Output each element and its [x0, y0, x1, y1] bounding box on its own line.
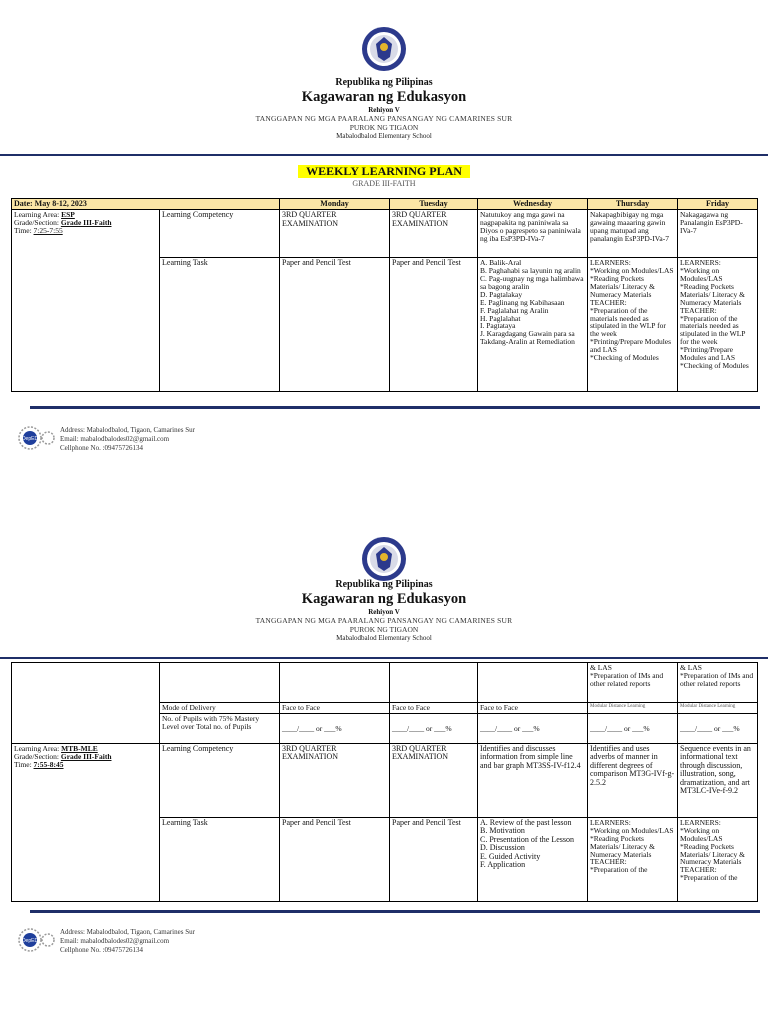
date-header: Date: May 8-12, 2023	[12, 199, 280, 210]
department-text: Kagawaran ng Edukasyon	[301, 591, 467, 607]
email-text: Email: mabalodbalodes02@gmail.com	[60, 937, 170, 945]
mtb-competency-friday: Sequence events in an informational text through discussion, illustration, song, dramatization, and art MT3LC-IVe-f-9.2	[678, 744, 758, 818]
phone-text: Cellphone No. :09475726134	[60, 946, 144, 954]
delivery-friday: Modular Distance Learning	[678, 703, 758, 714]
region-text: Rehiyon V	[368, 106, 400, 114]
thursday-header: Thursday	[588, 199, 678, 210]
mastery-monday: ____/____ or ___%	[280, 714, 390, 744]
delivery-thursday: Modular Distance Learning	[588, 703, 678, 714]
plan-title: WEEKLY LEARNING PLAN	[298, 165, 470, 178]
tuesday-header: Tuesday	[390, 199, 478, 210]
school-text: Mabalodbalod Elementary School	[336, 132, 432, 140]
esp-time: 7:25-7:55	[33, 226, 63, 236]
mastery-friday: ____/____ or ___%	[678, 714, 758, 744]
mastery-wednesday: ____/____ or ___%	[478, 714, 588, 744]
svg-text:DepED: DepED	[21, 436, 39, 442]
email-text: Email: mabalodbalodes02@gmail.com	[60, 435, 170, 443]
svg-text:DepED: DepED	[21, 938, 39, 944]
esp-competency-tuesday: 3RD QUARTER EXAMINATION	[390, 210, 478, 258]
delivery-wednesday: Face to Face	[478, 703, 588, 714]
esp-task-label: Learning Task	[160, 258, 280, 392]
mtb-task-tuesday: Paper and Pencil Test	[390, 818, 478, 902]
contact-block	[60, 426, 195, 453]
esp-competency-label: Learning Competency	[160, 210, 280, 258]
friday-header: Friday	[678, 199, 758, 210]
mtb-task-friday: LEARNERS: *Working on Modules/LAS *Reading Pockets Materials/ Literacy & Numeracy Materials TEACHER: *Preparation of the	[678, 818, 758, 902]
department-text: Kagawaran ng Edukasyon	[301, 89, 467, 105]
wednesday-header: Wednesday	[478, 199, 588, 210]
esp-grade-section: Grade III-Faith	[60, 218, 112, 228]
delivery-label: Mode of Delivery	[160, 703, 280, 714]
mtb-time: 7:55-8:45	[33, 759, 64, 769]
contact-block	[60, 928, 195, 955]
mastery-thursday: ____/____ or ___%	[588, 714, 678, 744]
mtb-task-monday: Paper and Pencil Test	[280, 818, 390, 902]
esp-subject-cell: Learning Area: ESP Grade/Section: Grade III-Faith Time: 7:25-7:55	[12, 210, 160, 392]
republic-text: Republika ng Pilipinas	[335, 77, 433, 88]
office-text: TANGGAPAN NG MGA PAARALANG PANSANGAY NG CAMARINES SUR	[255, 616, 513, 625]
header-rule	[0, 154, 768, 156]
esp-competency-friday: Nakagagawa ng Panalangin EsP3PD-IVa-7	[678, 210, 758, 258]
mtb-competency-thursday: Identifies and uses adverbs of manner in different degrees of comparison MT3G-IVf-g-2.5.2	[588, 744, 678, 818]
footer-rule	[30, 406, 760, 409]
wlp-table-esp	[11, 198, 758, 392]
delivery-tuesday: Face to Face	[390, 703, 478, 714]
school-text: Mabalodbalod Elementary School	[336, 634, 432, 642]
esp-task-thursday: LEARNERS: *Working on Modules/LAS *Reading Pockets Materials/ Literacy & Numeracy Materials TEACHER: *Preparation of the materials needed as stipulated in the WLP for the week *Printing/Prepare Modules and LAS *Checking of Modules	[588, 258, 678, 392]
plan-grade: GRADE III-FAITH	[352, 179, 416, 188]
mtb-subject-cell: Learning Area: MTB-MLE Grade/Section: Grade III-Faith Time: 7:55-8:45	[12, 744, 160, 902]
mtb-competency-label: Learning Competency	[160, 744, 280, 818]
deped-matatag-logo-icon	[18, 928, 56, 952]
district-text: PUROK NG TIGAON	[349, 123, 419, 132]
deped-matatag-logo-icon	[18, 426, 56, 450]
mtb-task-thursday: LEARNERS: *Working on Modules/LAS *Reading Pockets Materials/ Literacy & Numeracy Materials TEACHER: *Preparation of the	[588, 818, 678, 902]
mtb-carry-friday: & LAS *Preparation of IMs and other related reports	[678, 663, 758, 703]
mastery-tuesday: ____/____ or ___%	[390, 714, 478, 744]
phone-text: Cellphone No. :09475726134	[60, 444, 144, 452]
district-text: PUROK NG TIGAON	[349, 625, 419, 634]
mtb-competency-monday: 3RD QUARTER EXAMINATION	[280, 744, 390, 818]
esp-competency-wednesday: Natutukoy ang mga gawi na nagpapakita ng paniniwala sa Diyos o pagrespeto sa paniniwala ng iba EsP3PD-IVa-7	[478, 210, 588, 258]
esp-task-wednesday: A. Balik-Aral B. Paghahabi sa layunin ng aralin C. Pag-uugnay ng mga halimbawa sa bagong aralin D. Pagtalakay E. Paglinang ng Kabihasaan F. Paglalahat ng Aralin H. Paglalahat I. Pagtataya J. Karagdagang Gawain para sa Takdang-Aralin at Remediation	[478, 258, 588, 392]
mtb-carry-thursday: & LAS *Preparation of IMs and other related reports	[588, 663, 678, 703]
republic-text: Republika ng Pilipinas	[335, 579, 433, 590]
mtb-grade-section: Grade III-Faith	[60, 751, 112, 761]
mtb-task-label: Learning Task	[160, 818, 280, 902]
blank-subject-cell	[12, 663, 160, 744]
esp-task-monday: Paper and Pencil Test	[280, 258, 390, 392]
address-text: Address: Mabalodbalod, Tigaon, Camarines Sur	[60, 426, 195, 434]
region-text: Rehiyon V	[368, 608, 400, 616]
deped-seal-icon	[361, 536, 407, 582]
mastery-label: No. of Pupils with 75% Mastery Level over Total no. of Pupils	[160, 714, 280, 744]
mtb-competency-tuesday: 3RD QUARTER EXAMINATION	[390, 744, 478, 818]
header-rule	[0, 657, 768, 659]
mtb-task-wednesday: A. Review of the past lesson B. Motivation C. Presentation of the Lesson D. Discussion E. Guided Activity F. Application	[478, 818, 588, 902]
delivery-monday: Face to Face	[280, 703, 390, 714]
esp-competency-thursday: Nakapagbibigay ng mga gawaing maaaring gawin upang matupad ang panalangin EsP3PD-IVa-7	[588, 210, 678, 258]
esp-task-friday: LEARNERS: *Working on Modules/LAS *Reading Pockets Materials/ Literacy & Numeracy Materials TEACHER: *Preparation of the materials needed as stipulated in the WLP for the week *Printing/Prepare Modules and LAS *Checking of Modules	[678, 258, 758, 392]
esp-task-tuesday: Paper and Pencil Test	[390, 258, 478, 392]
esp-learning-area: ESP	[61, 210, 75, 220]
wlp-table-mtb	[11, 662, 758, 902]
deped-seal-icon	[361, 26, 407, 72]
mtb-competency-wednesday: Identifies and discusses information from simple line and bar graph MT3SS-IV-f12.4	[478, 744, 588, 818]
page-2	[0, 512, 768, 1024]
mtb-learning-area: MTB-MLE	[61, 744, 98, 753]
esp-competency-monday: 3RD QUARTER EXAMINATION	[280, 210, 390, 258]
office-text: TANGGAPAN NG MGA PAARALANG PANSANGAY NG CAMARINES SUR	[255, 114, 513, 123]
address-text: Address: Mabalodbalod, Tigaon, Camarines Sur	[60, 928, 195, 936]
footer-rule	[30, 910, 760, 913]
monday-header: Monday	[280, 199, 390, 210]
